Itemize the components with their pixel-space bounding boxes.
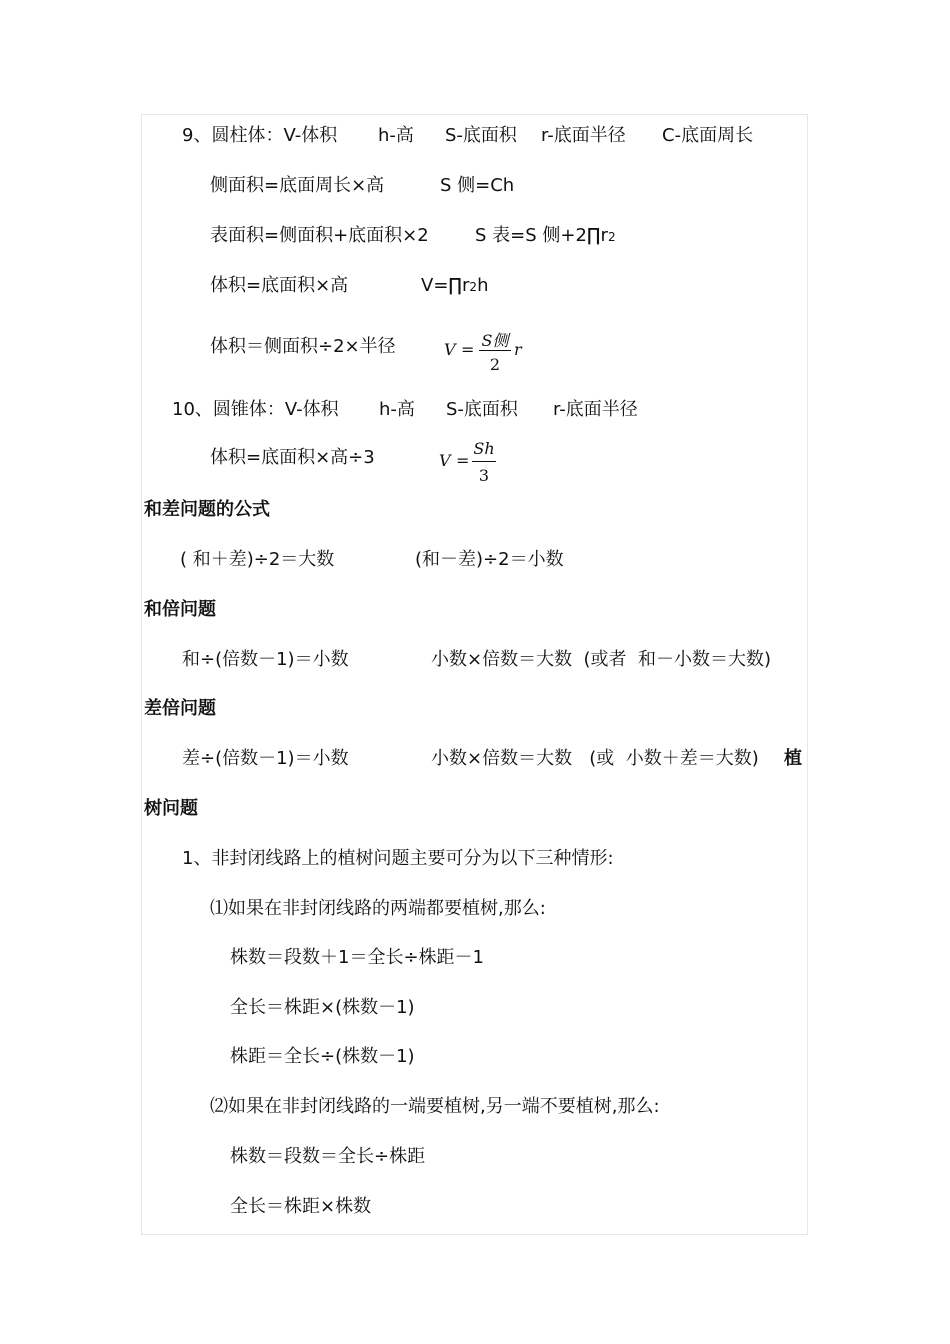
tree-case-2: ⑵如果在非封闭线路的一端要植树,另一端不要植树,那么: <box>210 1096 660 1117</box>
fraction-denominator: 3 <box>478 466 490 485</box>
cone-volume-text: 体积=底面积×高÷3 <box>210 447 375 468</box>
tree-case-1: ⑴如果在非封闭线路的两端都要植树,那么: <box>210 898 546 919</box>
tree-heading-continued: 树问题 <box>144 798 198 819</box>
sum-multiple-heading: 和倍问题 <box>144 599 216 620</box>
sum-multiple-formula-2: 小数×倍数＝大数 (或者 和－小数＝大数) <box>431 649 772 670</box>
sum-difference-formula-1: ( 和＋差)÷2＝大数 <box>180 549 335 570</box>
tree-case1-formula-2: 全长＝株距×(株数－1) <box>230 997 415 1018</box>
cone-title: 10、圆锥体：V-体积 <box>172 399 339 420</box>
fraction-equals: = <box>456 451 470 470</box>
cone-r-label: r-底面半径 <box>553 399 638 420</box>
fraction-numerator: Sh <box>473 439 495 458</box>
cone-volume-fraction <box>439 439 509 489</box>
tree-item-1: 1、非封闭线路上的植树问题主要可分为以下三种情形: <box>182 848 614 869</box>
tree-case1-formula-1: 株数＝段数＋1＝全长÷株距－1 <box>230 947 484 968</box>
cylinder-volume2-text: 体积＝侧面积÷2×半径 <box>210 336 396 357</box>
cylinder-title: 9、圆柱体：V-体积 <box>182 125 338 146</box>
tree-case1-formula-3: 株距＝全长÷(株数－1) <box>230 1046 415 1067</box>
cylinder-h-label: h-高 <box>378 125 414 146</box>
sum-multiple-formula-1: 和÷(倍数－1)＝小数 <box>182 649 349 670</box>
cone-h-label: h-高 <box>379 399 415 420</box>
fraction-bar <box>479 350 511 351</box>
fraction-numerator: S侧 <box>481 331 509 350</box>
cylinder-side-area-formula: S 侧=Ch <box>440 175 515 196</box>
fraction-lhs: V <box>439 451 451 470</box>
tree-case2-formula-1: 株数＝段数＝全长÷株距 <box>230 1146 426 1167</box>
difference-multiple-formula-1: 差÷(倍数－1)＝小数 <box>182 748 349 769</box>
cylinder-r-label: r-底面半径 <box>541 125 626 146</box>
fraction-equals: = <box>461 340 475 359</box>
cone-s-label: S-底面积 <box>446 399 518 420</box>
tree-case2-formula-2: 全长＝株距×株数 <box>230 1196 372 1217</box>
cylinder-volume2-fraction <box>444 328 534 378</box>
fraction-denominator: 2 <box>489 355 501 374</box>
difference-multiple-heading: 差倍问题 <box>144 698 216 719</box>
cylinder-c-label: C-底面周长 <box>662 125 754 146</box>
cylinder-volume-formula: V=∏r2h <box>421 275 489 296</box>
sum-difference-formula-2: (和－差)÷2＝小数 <box>415 549 564 570</box>
fraction-lhs: V <box>444 340 456 359</box>
difference-multiple-formula-2: 小数×倍数＝大数 (或 小数＋差＝大数) <box>431 748 759 769</box>
fraction-bar <box>472 461 496 462</box>
cylinder-volume-text: 体积=底面积×高 <box>210 275 349 296</box>
cylinder-s-label: S-底面积 <box>445 125 517 146</box>
cylinder-surface-area-text: 表面积=侧面积+底面积×2 <box>210 225 429 246</box>
cylinder-surface-area-formula: S 表=S 侧+2∏r2 <box>475 225 616 246</box>
tree-heading-start: 植 <box>784 748 802 769</box>
cylinder-side-area-text: 侧面积=底面周长×高 <box>210 175 385 196</box>
sum-difference-heading: 和差问题的公式 <box>144 499 270 520</box>
fraction-tail: r <box>514 340 522 359</box>
